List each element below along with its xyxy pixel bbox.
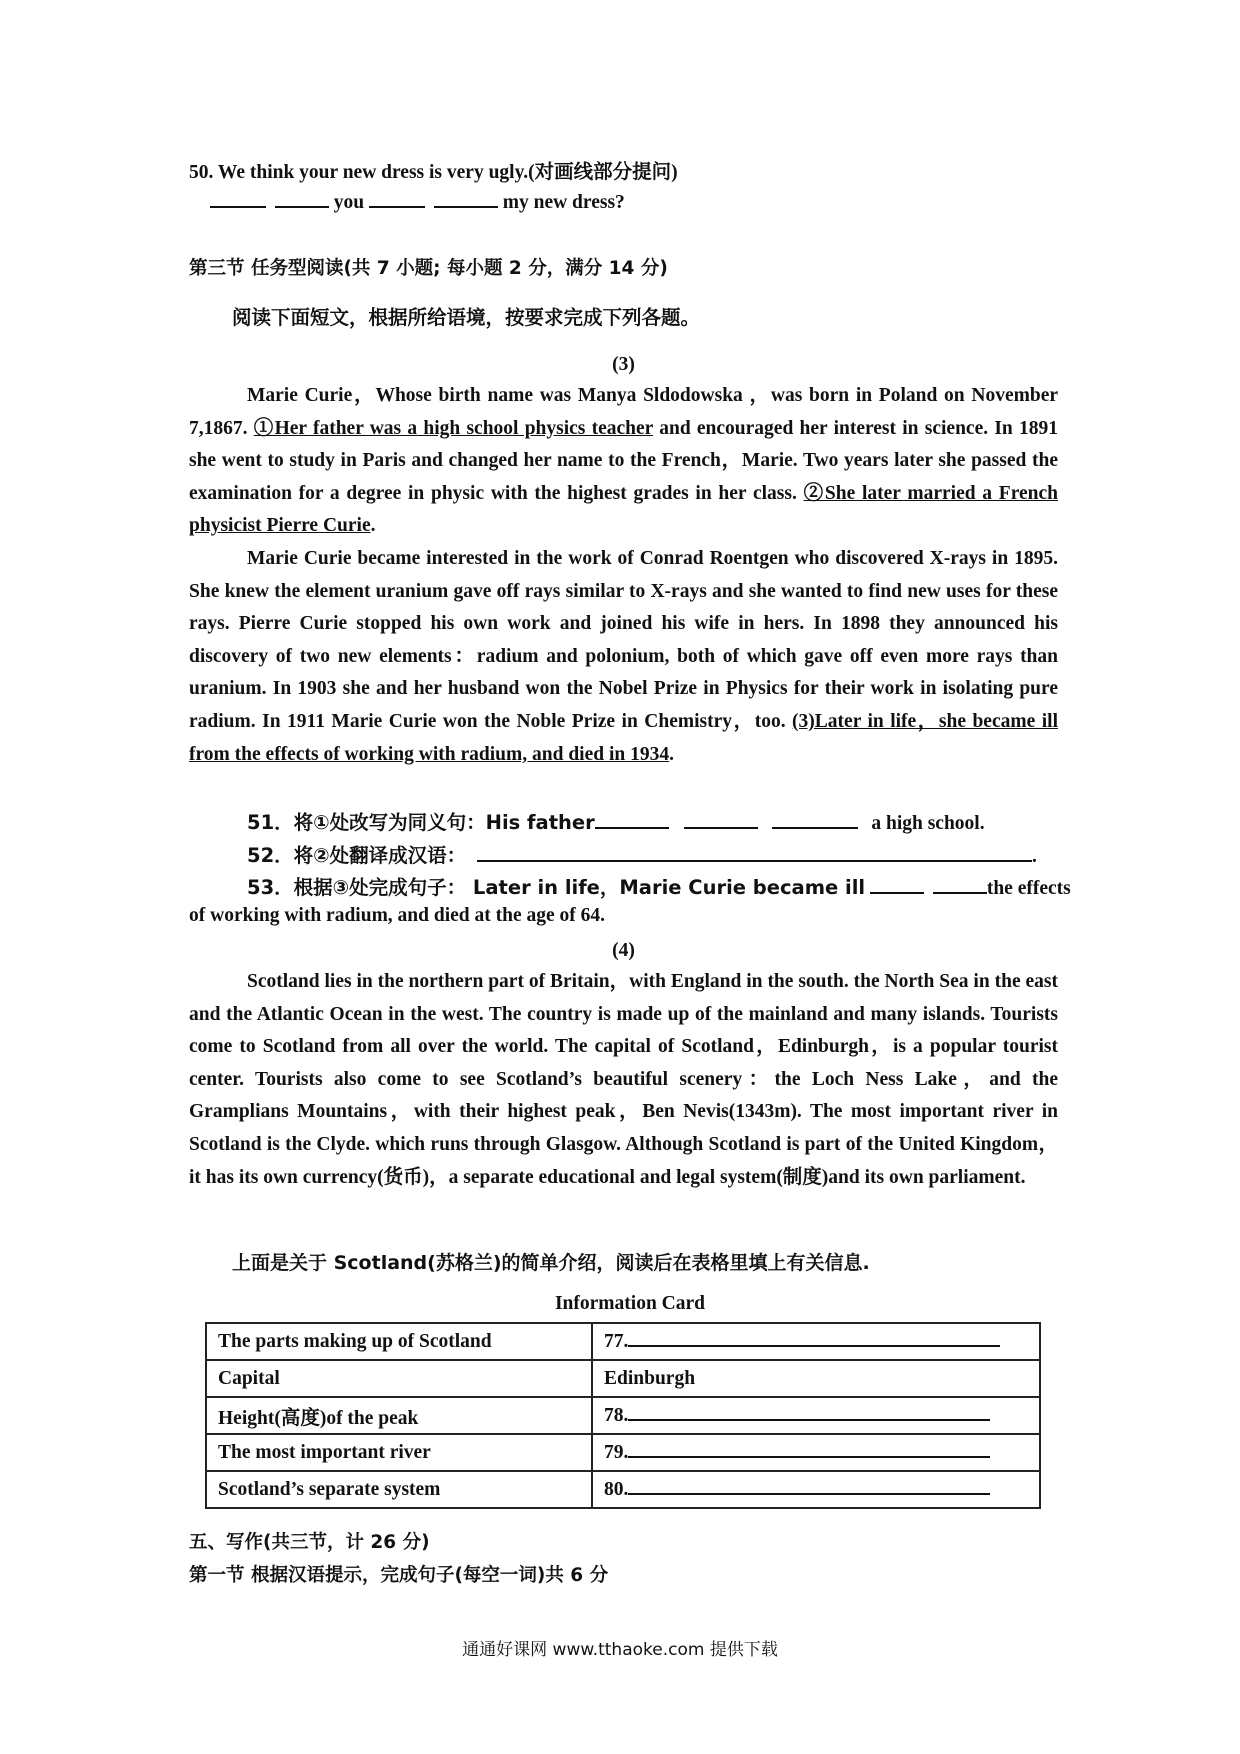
row-label: Scotland’s separate system xyxy=(206,1471,592,1508)
underlined-sentence-3: (3)Later in life，she became ill from the effects of working with radium, and died in 1934 xyxy=(189,710,1058,765)
table-row xyxy=(206,1323,1040,1360)
answer-blank[interactable] xyxy=(628,1404,990,1421)
answer-blank[interactable] xyxy=(275,190,329,208)
passage-number: (3) xyxy=(612,354,635,375)
writing-heading: 五、写作(共三节，计 26 分) xyxy=(189,1532,430,1553)
answer-blank[interactable] xyxy=(628,1330,1000,1347)
passage3-paragraph-1: Marie Curie，Whose birth name was Manya Sldodowska ，was born in Poland on November 7,1867. ①Her father was a high school physics teacher and encouraged her interest in science. In 1891 she went to study in Paris and changed her name to the French，Marie. Two years later she passed the examination for a degree in physic with the highest grades in her class. ②She later married a French physicist Pierre Curie. xyxy=(189,385,1058,537)
card-title: Information Card xyxy=(554,1293,706,1314)
table-row xyxy=(206,1360,1040,1397)
underlined-sentence-1: ①Her father was a high school physics teacher xyxy=(253,417,653,439)
answer-blank[interactable] xyxy=(684,811,758,829)
writing-subheading: 第一节 根据汉语提示，完成句子(每空一词)共 6 分 xyxy=(189,1565,609,1586)
answer-blank[interactable] xyxy=(933,876,987,894)
row-value-cell: 80. xyxy=(592,1471,1040,1508)
passage-3 xyxy=(189,350,1058,771)
q50-answer-word: you xyxy=(333,192,365,213)
card-instruction: 上面是关于 Scotland(苏格兰)的简单介绍，阅读后在表格里填上有关信息. xyxy=(232,1252,870,1274)
section3-instruction: 阅读下面短文，根据所给语境，按要求完成下列各题。 xyxy=(232,306,701,329)
table-row xyxy=(206,1397,1040,1434)
answer-blank[interactable] xyxy=(628,1441,990,1458)
answer-blank[interactable] xyxy=(870,876,924,894)
row-label: The parts making up of Scotland xyxy=(206,1323,592,1360)
row-value-cell: Edinburgh xyxy=(592,1360,1040,1397)
page-footer: 通通好课网 www.tthaoke.com 提供下载 xyxy=(462,1640,778,1660)
passage-4 xyxy=(189,936,1058,1194)
row-label: Height(高度)of the peak xyxy=(206,1397,592,1434)
row-value-cell: 78. xyxy=(592,1397,1040,1434)
passage4-paragraph: Scotland lies in the northern part of Britain，with England in the south. the North Sea in the east and the Atlantic Ocean in the west. The country is made up of the mainland and many islands. Tourists come to Scotland from all over the world. The capital of Scotland，Edinburgh，is a popular tourist center. Tourists also come to see Scotland’s beautiful scenery：the Loch Ness Lake，and the Gramplians Mountains，with their highest peak，Ben Nevis(1343m). The most important river in Scotland is the Clyde. which runs through Glasgow. Although Scotland is part of the United Kingdom，it has its own currency(货币)，a separate educational and legal system(制度)and its own parliament. xyxy=(189,971,1058,1188)
answer-blank[interactable] xyxy=(477,844,1032,862)
underlined-sentence-2: ②She later married a French physicist Pierre Curie xyxy=(189,482,1058,537)
row-value-cell: 77. xyxy=(592,1323,1040,1360)
answer-blank[interactable] xyxy=(628,1478,990,1495)
answer-blank[interactable] xyxy=(369,190,425,208)
answer-blank[interactable] xyxy=(595,811,669,829)
row-label: The most important river xyxy=(206,1434,592,1471)
q50-answer-line xyxy=(210,190,625,214)
question-53: 53．根据③处完成句子： Later in life，Marie Curie became ill the effects xyxy=(247,876,1071,899)
table-row xyxy=(206,1434,1040,1471)
q50-answer-end: my new dress? xyxy=(502,192,625,213)
q50-sentence: 50. We think your new dress is very ugly.(对画线部分提问) xyxy=(189,162,678,183)
question-53-continued: of working with radium, and died at the age of 64. xyxy=(189,905,606,926)
row-value-cell: 79. xyxy=(592,1434,1040,1471)
section3-heading: 第三节 任务型阅读(共 7 小题; 每小题 2 分，满分 14 分) xyxy=(189,258,668,279)
row-label: Capital xyxy=(206,1360,592,1397)
passage-number: (4) xyxy=(612,940,635,961)
answer-blank[interactable] xyxy=(434,190,498,208)
table-row xyxy=(206,1471,1040,1508)
answer-blank[interactable] xyxy=(210,190,266,208)
answer-blank[interactable] xyxy=(772,811,858,829)
information-card-table xyxy=(205,1322,1041,1509)
question-52: 52．将②处翻译成汉语： . xyxy=(247,844,1037,867)
passage3-paragraph-2: Marie Curie became interested in the work of Conrad Roentgen who discovered X-rays in 1895. She knew the element uranium gave off rays similar to X-rays and she wanted to find new uses for these rays. Pierre Curie stopped his own work and joined his wife in hers. In 1898 they announced his discovery of two new elements：radium and polonium, both of which gave off even more rays than uranium. In 1903 she and her husband won the Nobel Prize in Physics for their work in isolating pure radium. In 1911 Marie Curie won the Noble Prize in Chemistry，too. (3)Later in life，she became ill from the effects of working with radium, and died in 1934. xyxy=(189,547,1058,765)
question-51: 51．将①处改写为同义句：His father a high school. xyxy=(247,811,985,834)
